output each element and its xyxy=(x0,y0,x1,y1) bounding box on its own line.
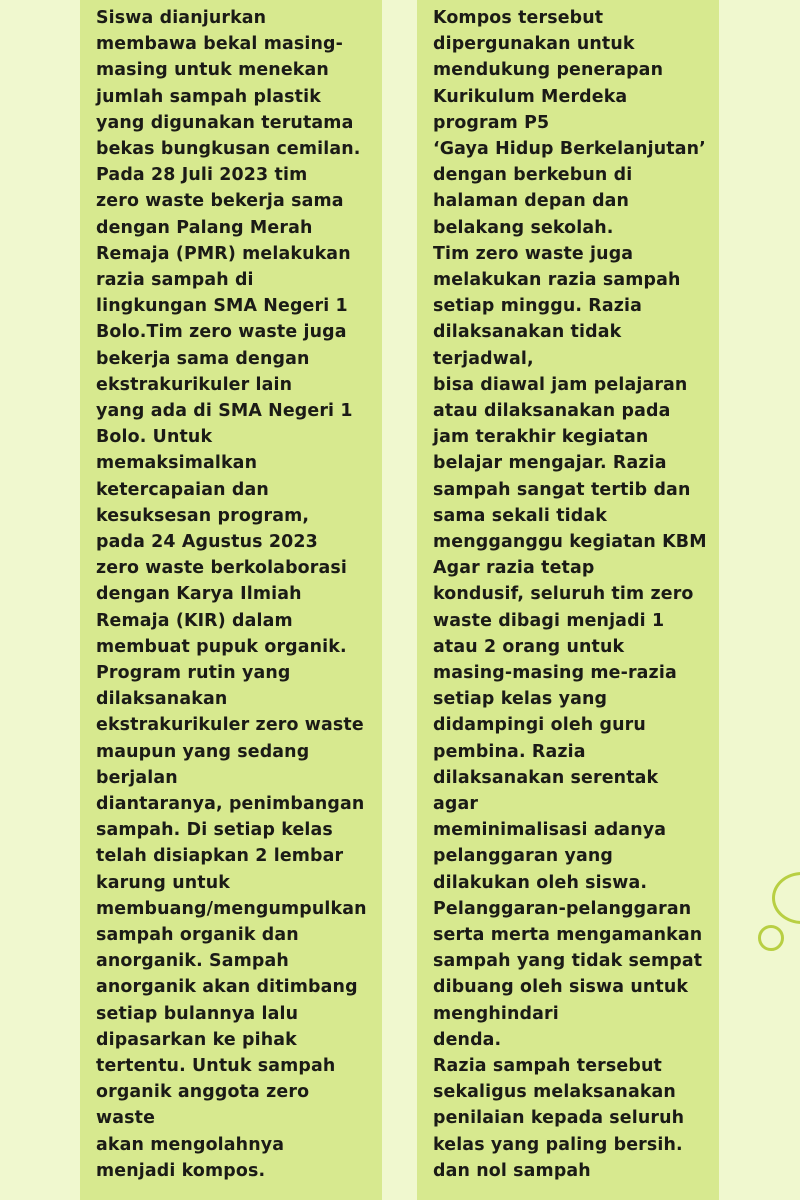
text-line: waste dibagi menjadi 1 xyxy=(433,610,665,631)
text-line: lingkungan SMA Negeri 1 xyxy=(96,296,348,317)
text-line: yang digunakan terutama xyxy=(96,112,354,133)
text-line: ‘Gaya Hidup Berkelanjutan’ xyxy=(433,139,706,159)
text-line: jumlah sampah plastik xyxy=(96,86,321,107)
text-line: memaksimalkan xyxy=(96,453,258,474)
text-line: mengganggu kegiatan KBM xyxy=(433,532,707,552)
text-line: dipergunakan untuk xyxy=(433,34,635,55)
text-line: kesuksesan program, xyxy=(96,505,310,526)
text-line: setiap kelas yang xyxy=(433,689,608,710)
text-line: atau 2 orang untuk xyxy=(433,636,625,657)
text-line: pada 24 Agustus 2023 xyxy=(96,532,318,552)
text-line: Agar razia tetap xyxy=(433,558,595,579)
text-line: membuang/mengumpulkan xyxy=(96,898,367,919)
text-line: halaman depan dan xyxy=(433,191,630,212)
text-line: masing untuk menekan xyxy=(96,60,329,81)
text-line: terjadwal, xyxy=(433,348,534,369)
text-line: karung untuk xyxy=(96,872,230,893)
text-line: dan nol sampah xyxy=(433,1160,591,1181)
text-line: penilaian kepada seluruh xyxy=(433,1108,685,1129)
text-line: dibuang oleh siswa untuk xyxy=(433,977,689,998)
text-line: ekstrakurikuler zero waste xyxy=(96,715,364,736)
text-line: mendukung penerapan xyxy=(433,60,664,81)
text-line: dengan Palang Merah xyxy=(96,217,313,238)
text-line: setiap bulannya lalu xyxy=(96,1003,299,1024)
text-line: dilaksanakan tidak xyxy=(433,322,622,343)
text-line: sampah. Di setiap kelas xyxy=(96,820,333,841)
right-text-column xyxy=(417,0,719,1200)
text-line: maupun yang sedang xyxy=(96,741,310,762)
text-line: Razia sampah tersebut xyxy=(433,1056,662,1076)
text-line: bekerja sama dengan xyxy=(96,348,310,369)
text-line: ketercapaian dan xyxy=(96,479,269,500)
text-line: dilaksanakan xyxy=(96,689,228,710)
decorative-ring-small xyxy=(758,925,784,951)
text-line: belakang sekolah. xyxy=(433,217,614,238)
text-line: razia sampah di xyxy=(96,270,254,290)
text-line: dipasarkan ke pihak xyxy=(96,1029,297,1050)
text-line: bekas bungkusan cemilan. xyxy=(96,139,361,159)
text-line: masing-masing me-razia xyxy=(433,663,677,683)
text-line: anorganik. Sampah xyxy=(96,951,289,972)
text-line: sampah organik dan xyxy=(96,925,299,945)
text-line: membuat pupuk organik. xyxy=(96,636,347,657)
text-line: dilakukan oleh siswa. xyxy=(433,872,648,893)
text-line: Kompos tersebut xyxy=(433,8,604,28)
text-line: setiap minggu. Razia xyxy=(433,296,643,317)
text-line: Program rutin yang xyxy=(96,663,291,683)
text-line: diantaranya, penimbangan xyxy=(96,794,365,814)
left-text-column xyxy=(80,0,382,1200)
text-line: Remaja (KIR) dalam xyxy=(96,610,293,631)
text-line: zero waste berkolaborasi xyxy=(96,558,347,579)
text-line: telah disiapkan 2 lembar xyxy=(96,846,344,867)
text-line: membawa bekal masing- xyxy=(96,34,344,55)
text-line: Bolo. Untuk xyxy=(96,427,213,448)
text-line: agar xyxy=(433,794,479,814)
text-line: dengan berkebun di xyxy=(433,165,633,186)
text-line: serta merta mengamankan xyxy=(433,925,703,945)
text-line: tertentu. Untuk sampah xyxy=(96,1056,336,1076)
text-line: sampah sangat tertib dan xyxy=(433,479,691,500)
text-line: akan mengolahnya xyxy=(96,1134,285,1155)
text-line: jam terakhir kegiatan xyxy=(433,427,649,448)
text-line: meminimalisasi adanya xyxy=(433,820,667,841)
text-line: Remaja (PMR) melakukan xyxy=(96,243,351,264)
text-line: belajar mengajar. Razia xyxy=(433,453,667,474)
text-line: sama sekali tidak xyxy=(433,505,607,526)
text-line: pembina. Razia xyxy=(433,741,586,762)
text-line: Bolo.Tim zero waste juga xyxy=(96,322,347,343)
text-line: didampingi oleh guru xyxy=(433,715,646,736)
text-line: anorganik akan ditimbang xyxy=(96,977,358,998)
text-line: menghindari xyxy=(433,1003,559,1024)
text-line: sekaligus melaksanakan xyxy=(433,1082,676,1103)
text-line: pelanggaran yang xyxy=(433,846,613,867)
text-line: dengan Karya Ilmiah xyxy=(96,584,302,605)
text-line: atau dilaksanakan pada xyxy=(433,401,671,421)
decorative-ring-large xyxy=(772,872,800,924)
text-line: Kurikulum Merdeka xyxy=(433,86,628,107)
text-line: yang ada di SMA Negeri 1 xyxy=(96,401,353,421)
text-line: waste xyxy=(96,1108,156,1129)
text-line: Tim zero waste juga xyxy=(433,243,634,264)
text-line: organik anggota zero xyxy=(96,1082,310,1103)
text-line: berjalan xyxy=(96,767,178,788)
text-line: Pelanggaran-pelanggaran xyxy=(433,898,692,919)
text-line: Pada 28 Juli 2023 tim xyxy=(96,165,308,186)
text-line: menjadi kompos. xyxy=(96,1160,266,1181)
text-line: kelas yang paling bersih. xyxy=(433,1134,683,1155)
text-line: zero waste bekerja sama xyxy=(96,191,344,212)
text-line: kondusif, seluruh tim zero xyxy=(433,584,694,605)
text-line: denda. xyxy=(433,1029,502,1050)
text-line: Siswa dianjurkan xyxy=(96,8,267,28)
text-line: melakukan razia sampah xyxy=(433,270,681,290)
text-line: bisa diawal jam pelajaran xyxy=(433,374,688,395)
text-line: sampah yang tidak sempat xyxy=(433,951,703,972)
text-line: ekstrakurikuler lain xyxy=(96,374,293,395)
text-line: dilaksanakan serentak xyxy=(433,767,659,788)
text-line: program P5 xyxy=(433,112,550,133)
